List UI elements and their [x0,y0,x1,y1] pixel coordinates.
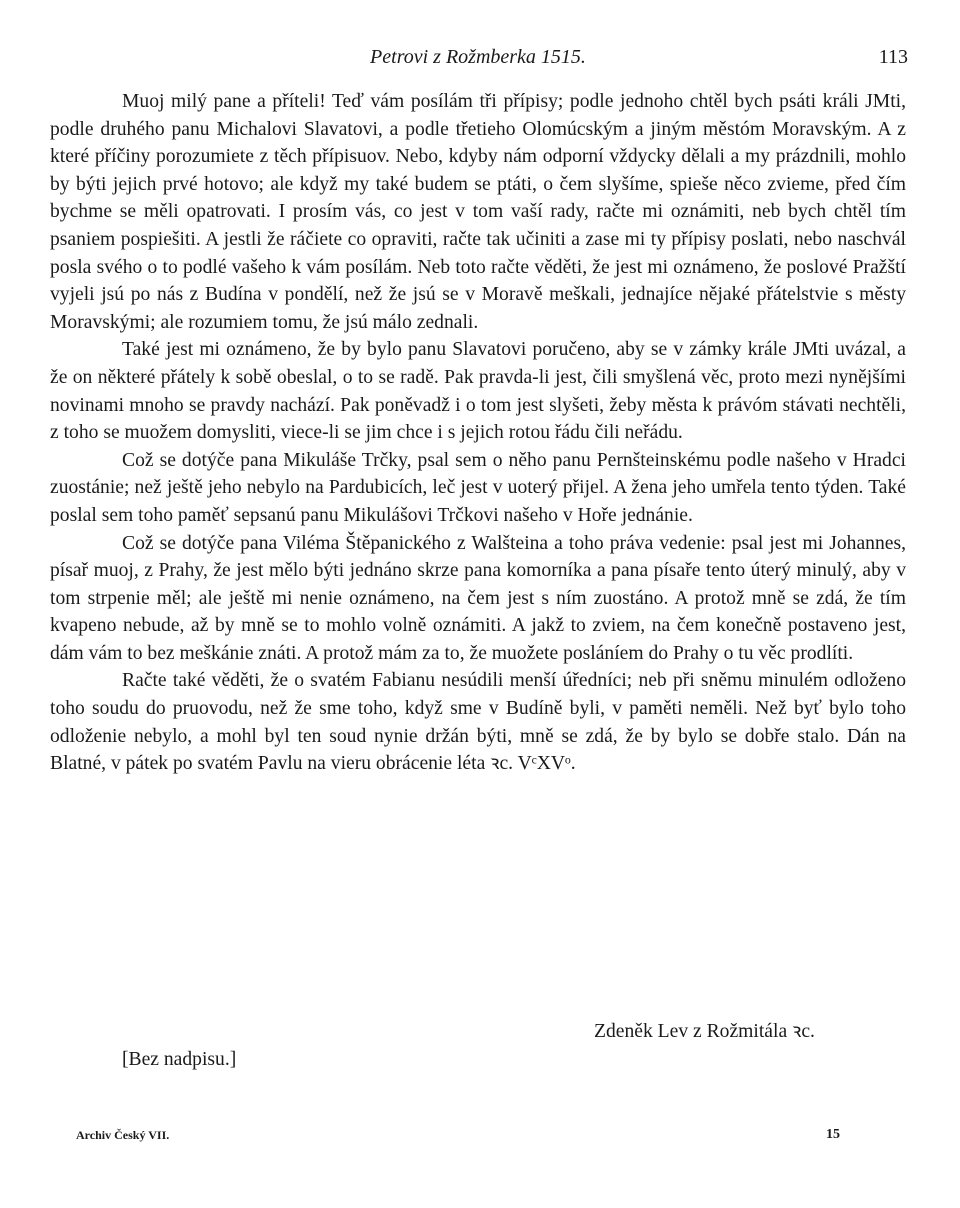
running-title: Petrovi z Rožmberka 1515. [370,46,586,68]
paragraph: Také jest mi oznámeno, že by bylo panu Slavatovi poručeno, aby se v zámky krále JMti uvázal, a že on některé přátely k sobě obeslal, o to se radě. Pak pravda-li jest, čili smyšlená věc, proto mezi nynějšími novinami mnoho se pravdy nachází. Pak poněvadž i o tom jest slyšeti, žeby města k právóm stávati nechtěli, z toho se muožem domysliti, viece-li se jim chce i s jejich rotou řádu čili neřádu. [50,339,906,444]
running-header [48,42,908,72]
closing-signature: Zdeněk Lev z Rožmitála ꝛc. [594,1021,815,1042]
sheet-number: 15 [826,1127,840,1142]
paragraph: Muoj milý pane a příteli! Teď vám posílám tři přípisy; podle jednoho chtěl bych psáti králi JMti, podle druhého panu Michalovi Slavatovi, a podle třetieho Olomúcským a jiným městóm Moravským. A z které příčiny porozumiete z těch přípisuov. Nebo, kdyby nám odporní vždycky dělali a my prázdnili, mohlo by býti jejich prvé hotovo; ale když my také budem se ptáti, o čem slyšíme, spieše něco zvieme, před čím bychme se měli opatrovati. I prosím vás, co jest v tom vaší rady, račte mi oznámiti, neb bych chtěl tím psaniem pospiešiti. A jestli že ráčiete co opraviti, račte tak učiniti a zase mi ty přípisy poslati, nebo naschvál posla svého o to podlé vašeho k vám posílám. Neb toto račte věděti, že jest mi oznámeno, že poslové Pražští vyjeli jsú po nás z Budína v pondělí, než že jsú se v Moravě meškali, jednajíce nějaké přátelstvie s městy Moravskými; ale rozumiem tomu, že jsú málo zednali. [50,91,906,333]
paragraph: Což se dotýče pana Viléma Štěpanického z Walšteina a toho práva vedenie: psal jest mi Johannes, písař muoj, z Prahy, že jest mělo býti jednáno skrze pana komorníka a pana písaře tento úterý minulý, aby v tom strpenie měl; ale ještě mi nenie oznámeno, na čem jest s ním zuostáno. A protož mně se zdá, že tím kvapeno nebude, až by mně se to mohlo volně oznámiti. A jakž to zviem, na čem konečně postaveno jest, dám vám to bez meškánie znáti. A protož mám za to, že muožete posláníem do Prahy o tu věc prodlíti. [50,532,906,664]
signature-mark: Archiv Český VII. [76,1128,170,1142]
letter-body [50,88,906,778]
paragraph: Což se dotýče pana Mikuláše Trčky, psal sem o něho panu Pernšteinskému podle našeho v Hradci zuostánie; než ještě jeho nebylo na Pardubicích, leč jest v uoterý přijel. A žena jeho umřela tento týden. Také poslal sem toho paměť sepsanú panu Mikulášovi Trčkovi našeho v Hoře jednánie. [50,449,906,526]
paragraph: Račte také věděti, že o svatém Fabianu nesúdili menší úředníci; neb při sněmu minulém odloženo toho soudu do pruovodu, než že sme toho, když sme v Budíně byli, v paměti neměli. Než byť bylo toho odloženie nebylo, a mohl byl ten soud nynie držán býti, mně se zdá, že by bylo se dobře stalo. Dán na Blatné, v pátek po svatém Pavlu na vieru obrácenie léta ꝛc. VᶜXVᵒ. [50,670,906,775]
page-footer [76,1124,840,1146]
page-number: 113 [878,46,908,68]
editorial-note: [Bez nadpisu.] [122,1049,237,1070]
